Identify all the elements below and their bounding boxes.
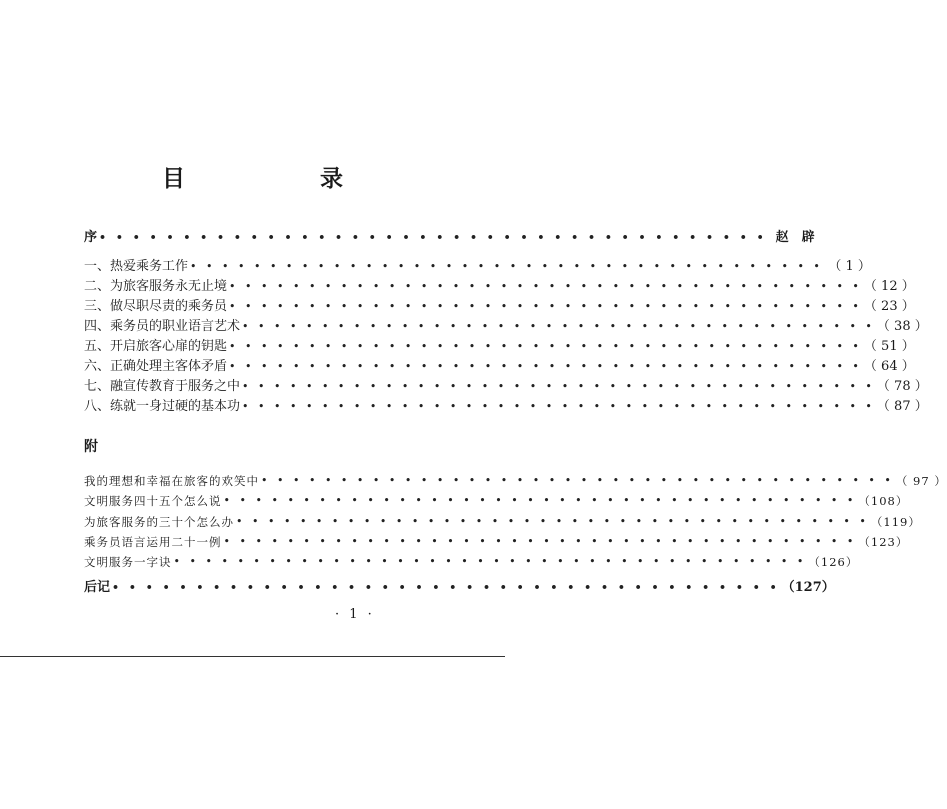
dot-leader: • • • • • • • • • • • • • • • • • • • • • • • • • • • • • • • • • • • • • • • • xyxy=(236,515,869,528)
toc-entry-label: 我的理想和幸福在旅客的欢笑中 xyxy=(84,474,259,488)
dot-leader: • • • • • • • • • • • • • • • • • • • • • • • • • • • • • • • • • • • • • • • • xyxy=(112,581,780,594)
dot-leader: • • • • • • • • • • • • • • • • • • • • • • • • • • • • • • • • • • • • • • • • xyxy=(223,494,857,507)
dot-leader: • • • • • • • • • • • • • • • • • • • • • • • • • • • • • • • • • • • • • • • • xyxy=(223,535,857,548)
appendix-heading: 附 xyxy=(84,439,98,455)
toc-entry-page: 赵 辟 xyxy=(775,230,815,245)
page-number: · 1 · xyxy=(335,607,375,622)
toc-entry-label: 六、正确处理主客体矛盾 xyxy=(84,359,228,374)
toc-entry-chapter-3 xyxy=(84,297,915,317)
toc-entry-label: 八、练就一身过硬的基本功 xyxy=(84,399,241,414)
dot-leader: • • • • • • • • • • • • • • • • • • • • • • • • • • • • • • • • • • • • • • • • xyxy=(99,231,767,244)
toc-entry-afterword xyxy=(84,578,835,598)
toc-entry-page: （ 23 ） xyxy=(863,299,915,314)
dot-leader: • • • • • • • • • • • • • • • • • • • • • • • • • • • • • • • • • • • • • • • • xyxy=(229,340,862,353)
toc-entry-appendix-4 xyxy=(84,532,909,552)
dot-leader: • • • • • • • • • • • • • • • • • • • • • • • • • • • • • • • • • • • • • • • • xyxy=(261,474,894,487)
toc-entry-page: （126） xyxy=(808,555,859,569)
toc-entry-label: 文明服务一字诀 xyxy=(84,555,172,569)
toc-entry-page: （108） xyxy=(858,494,909,508)
page-title: 目 录 xyxy=(162,165,399,192)
toc-entry-label: 文明服务四十五个怎么说 xyxy=(84,494,222,508)
toc-entry-chapter-4 xyxy=(84,317,928,337)
dot-leader: • • • • • • • • • • • • • • • • • • • • • • • • • • • • • • • • • • • • • • • • xyxy=(173,555,807,568)
toc-entry-page: （ 51 ） xyxy=(863,339,915,354)
toc-entry-label: 后记 xyxy=(84,580,111,595)
toc-entry-label: 为旅客服务的三十个怎么办 xyxy=(84,515,234,529)
toc-entry-label: 三、做尽职尽责的乘务员 xyxy=(84,299,228,314)
toc-entry-label: 序 xyxy=(84,230,98,245)
toc-entry-appendix-2 xyxy=(84,491,909,511)
toc-entry-chapter-8 xyxy=(84,397,928,417)
toc-entry-page: （ 12 ） xyxy=(863,279,915,294)
toc-entry-page: （127） xyxy=(781,580,835,595)
toc-entry-chapter-6 xyxy=(84,357,915,377)
toc-entry-preface xyxy=(84,228,815,248)
toc-entry-label: 七、融宣传教育于服务之中 xyxy=(84,379,241,394)
toc-entry-page: （123） xyxy=(858,535,909,549)
toc-entry-label: 一、热爱乘务工作 xyxy=(84,259,189,274)
toc-entry-label: 五、开启旅客心扉的钥匙 xyxy=(84,339,228,354)
toc-entry-page: （ 78 ） xyxy=(876,379,928,394)
toc-entry-label: 乘务员语言运用二十一例 xyxy=(84,535,222,549)
toc-entry-label: 二、为旅客服务永无止境 xyxy=(84,279,228,294)
dot-leader: • • • • • • • • • • • • • • • • • • • • • • • • • • • • • • • • • • • • • • • • xyxy=(229,360,862,373)
dot-leader: • • • • • • • • • • • • • • • • • • • • • • • • • • • • • • • • • • • • • • • • xyxy=(229,280,862,293)
toc-entry-appendix-3 xyxy=(84,512,921,532)
toc-entry-chapter-1 xyxy=(84,257,871,277)
dot-leader: • • • • • • • • • • • • • • • • • • • • • • • • • • • • • • • • • • • • • • • • xyxy=(242,320,875,333)
toc-entry-page: （ 97 ） xyxy=(895,474,947,488)
toc-entry-label: 四、乘务员的职业语言艺术 xyxy=(84,319,241,334)
toc-entry-appendix-5 xyxy=(84,552,859,572)
toc-entry-page: （ 38 ） xyxy=(876,319,928,334)
dot-leader: • • • • • • • • • • • • • • • • • • • • • • • • • • • • • • • • • • • • • • • • xyxy=(229,300,862,313)
bottom-rule xyxy=(0,656,505,657)
toc-entry-page: （ 64 ） xyxy=(863,359,915,374)
toc-entry-chapter-7 xyxy=(84,377,928,397)
dot-leader: • • • • • • • • • • • • • • • • • • • • • • • • • • • • • • • • • • • • • • • • xyxy=(242,400,875,413)
toc-entry-appendix-1 xyxy=(84,471,947,491)
dot-leader: • • • • • • • • • • • • • • • • • • • • • • • • • • • • • • • • • • • • • • • • xyxy=(190,260,823,273)
dot-leader: • • • • • • • • • • • • • • • • • • • • • • • • • • • • • • • • • • • • • • • • xyxy=(242,380,875,393)
toc-entry-page: （ 87 ） xyxy=(876,399,928,414)
toc-entry-chapter-5 xyxy=(84,337,915,357)
toc-entry-page: （ 1 ） xyxy=(828,259,871,274)
toc-entry-chapter-2 xyxy=(84,277,915,297)
toc-entry-page: （119） xyxy=(870,515,921,529)
